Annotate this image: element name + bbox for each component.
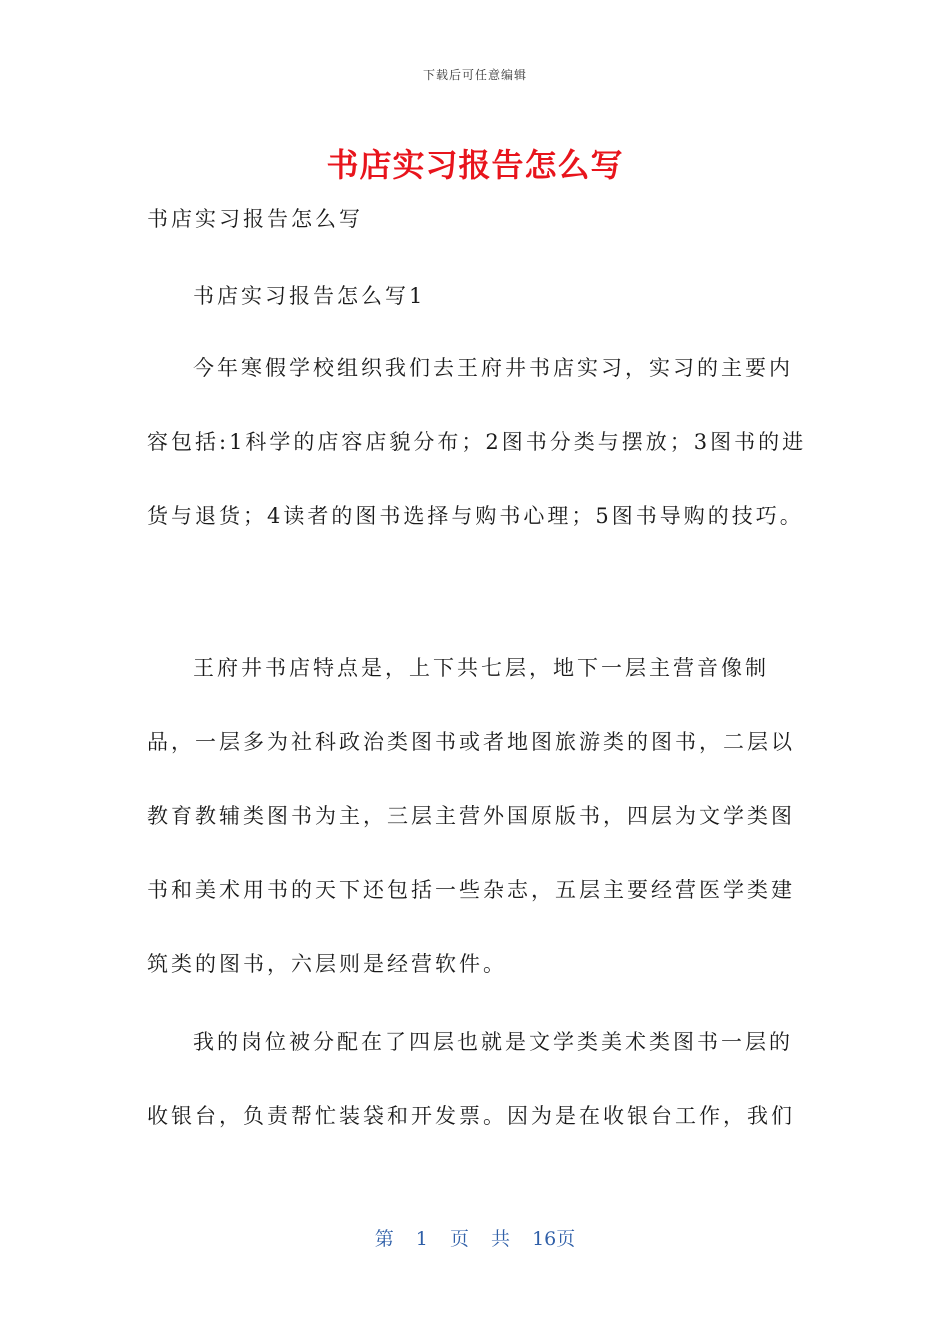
- paragraph-text: 我的岗位被分配在了四层也就是文学类美术类图书一层的收银台，负责帮忙装袋和开发票。因为是在收银台工作，我们: [147, 1030, 795, 1128]
- page-footer: [0, 1224, 950, 1251]
- paragraph-1: [147, 331, 807, 553]
- paragraph-2: [147, 631, 807, 1001]
- document-title: 书店实习报告怎么写: [326, 146, 624, 184]
- footer-prefix: 第: [374, 1228, 394, 1250]
- footer-page-label: 页: [449, 1228, 469, 1250]
- section-heading-text: 书店实习报告怎么写1: [193, 284, 426, 308]
- subtitle-text: 书店实习报告怎么写: [147, 207, 363, 231]
- paragraph-text: 今年寒假学校组织我们去王府井书店实习，实习的主要内容包括:1科学的店容店貌分布；2图书分类与摆放；3图书的进货与退货；4读者的图书选择与购书心理；5图书导购的技巧。: [147, 356, 807, 528]
- footer-total-label: 共: [491, 1228, 511, 1250]
- document-subtitle: [147, 182, 807, 256]
- paragraph-3: [147, 1005, 807, 1153]
- section-heading: [193, 259, 853, 333]
- paragraph-text: 王府井书店特点是，上下共七层，地下一层主营音像制品，一层多为社科政治类图书或者地图旅游类的图书，二层以教育教辅类图书为主，三层主营外国原版书，四层为文学类图书和美术用书的天下还包括一些杂志，五层主要经营医学类建筑类的图书，六层则是经营软件。: [147, 656, 795, 976]
- header-note: 下载后可任意编辑: [422, 68, 527, 82]
- current-page-number: 1: [415, 1228, 428, 1250]
- total-pages: 16页: [532, 1228, 576, 1250]
